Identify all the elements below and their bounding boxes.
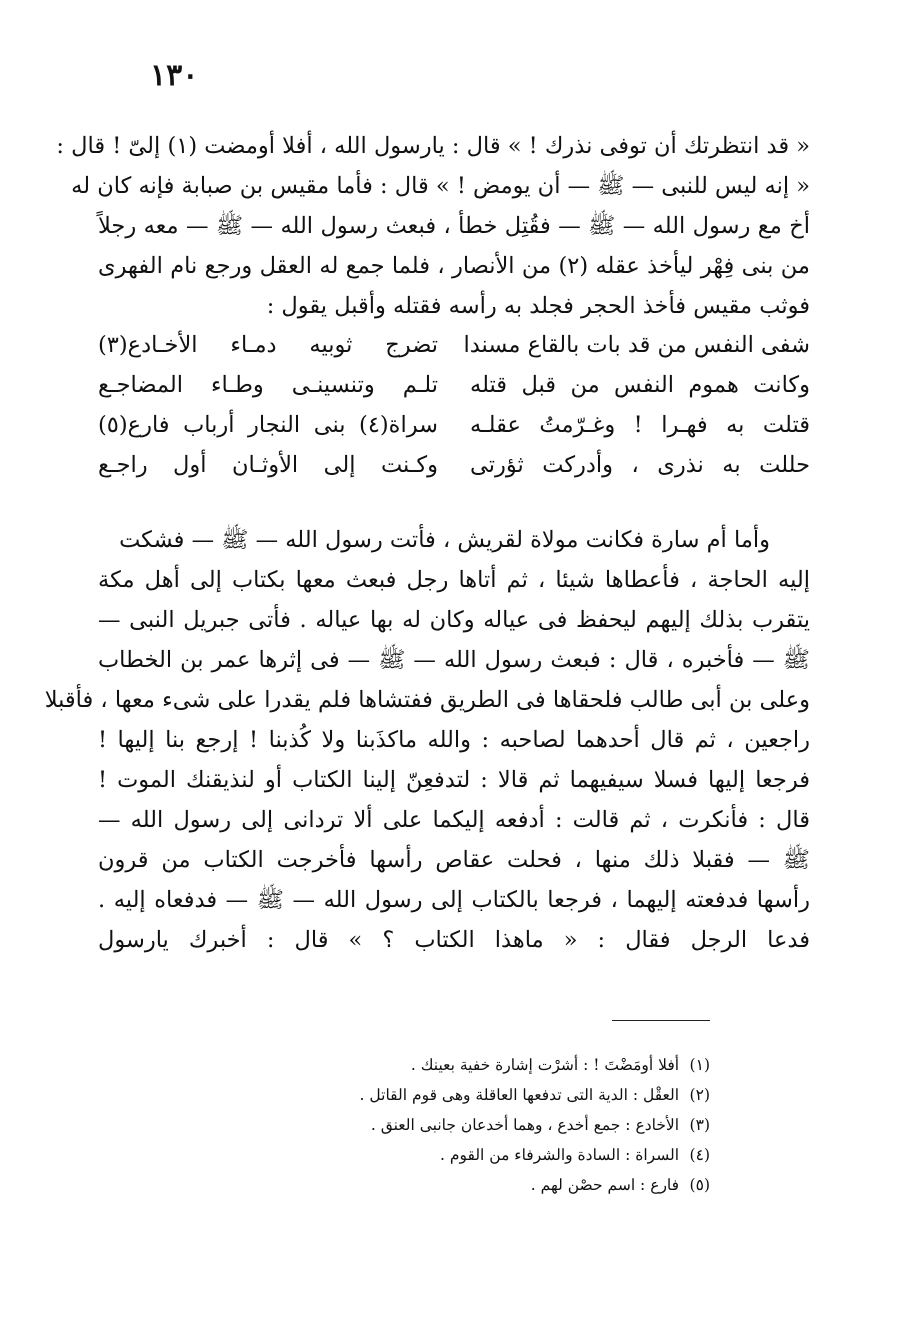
footnote-text: الأخادع : جمع أخدع ، وهما أخدعان جانبى العنق .	[370, 1116, 680, 1134]
footnote-text: السراة : السادة والشرفاء من القوم .	[440, 1146, 680, 1164]
poem-hemistich-left: سراة(٤) بنى النجار أرباب فارع(٥)	[98, 412, 438, 438]
text-line: ﷺ — فقبلا ذلك منها ، فحلت عقاص رأسها فأخرجت الكتاب من قرون	[98, 847, 810, 873]
footnote-number: (٥)	[689, 1176, 710, 1194]
poem-hemistich-right: وكانت هموم النفس من قبل قتله	[470, 372, 810, 398]
text-line: فوثب مقيس فأخذ الحجر فجلد به رأسه فقتله وأقبل يقول :	[266, 293, 810, 319]
footnote-text: أفلا أومَضْتَ ! : أشرْت إشارة خفية بعينك .	[410, 1056, 680, 1074]
text-line: أخ مع رسول الله — ﷺ — فقُتِل خطأ ، فبعث رسول الله — ﷺ — معه رجلاً	[98, 213, 810, 239]
footnotes	[300, 1050, 710, 1200]
text-line: فرجعا إليها فسلا سيفيهما ثم قالا : لتدفعِنّ إلينا الكتاب أو لنذيقنك الموت !	[98, 767, 810, 793]
poem-hemistich-right: قتلت به فهـرا ! وغـرّمتُ عقلـه	[470, 412, 810, 438]
poem-hemistich-right: شفى النفس من قد بات بالقاع مسندا	[463, 332, 810, 358]
footnote	[300, 1170, 710, 1200]
footnote-number: (٤)	[689, 1146, 710, 1164]
text-line: فدعا الرجل فقال : « ماهذا الكتاب ؟ » قال : أخبرك يارسول	[98, 927, 810, 953]
poem-verse	[98, 372, 810, 412]
text-line: رأسها فدفعته إليهما ، فرجعا بالكتاب إلى رسول الله — ﷺ — فدفعاه إليه .	[98, 887, 810, 913]
paragraph-1	[56, 126, 810, 326]
text-line: وأما أم سارة فكانت مولاة لقريش ، فأتت رسول الله — ﷺ — فشكت	[119, 527, 770, 553]
poem-verse	[98, 332, 810, 372]
text-line: ﷺ — فأخبره ، قال : فبعث رسول الله — ﷺ — فى إثرها عمر بن الخطاب	[98, 647, 810, 673]
text-line: وعلى بن أبى طالب فلحقاها فى الطريق ففتشاها فلم يقدرا على شىء معها ، فأقبلا	[44, 687, 810, 713]
footnote	[300, 1110, 710, 1140]
footnote	[300, 1050, 710, 1080]
footnote-number: (٣)	[689, 1116, 710, 1134]
footnote-divider	[612, 1020, 710, 1021]
footnote-number: (٢)	[689, 1086, 710, 1104]
paragraph-2	[44, 520, 810, 960]
footnote-number: (١)	[689, 1056, 710, 1074]
text-line: من بنى فِهْر ليأخذ عقله (٢) من الأنصار ، فلما جمع له العقل ورجع نام الفهرى	[98, 253, 810, 279]
text-line: « قد انتظرتك أن توفى نذرك ! » قال : يارسول الله ، أفلا أومضت (١) إلىّ ! قال :	[56, 133, 810, 159]
text-line: قال : فأنكرت ، ثم قالت : أدفعه إليكما على ألا تردانى إلى رسول الله —	[98, 807, 810, 833]
poem-verse	[98, 412, 810, 452]
poem-verse	[98, 452, 810, 492]
poem	[98, 332, 810, 492]
poem-hemistich-right: حللت به نذرى ، وأدركت ثؤرتى	[470, 452, 810, 478]
poem-hemistich-left: تضرج ثوبيه دمـاء الأخـادع(٣)	[98, 332, 438, 358]
text-line: « إنه ليس للنبى — ﷺ — أن يومض ! » قال : فأما مقيس بن صبابة فإنه كان له	[71, 173, 810, 199]
footnote-text: فارع : اسم حصْن لهم .	[530, 1176, 680, 1194]
text-line: يتقرب بذلك إليهم ليحفظ فى عياله وكان له بها عياله . فأتى جبريل النبى —	[98, 607, 810, 633]
text-line: راجعين ، ثم قال أحدهما لصاحبه : والله ماكذَبنا ولا كُذبنا ! إرجع بنا إليها !	[98, 727, 810, 753]
footnote-text: العقْل : الدية التى تدفعها العاقلة وهى قوم القاتل .	[359, 1086, 680, 1104]
poem-hemistich-left: تلـم وتنسينـى وطـاء المضاجـع	[98, 372, 438, 398]
poem-hemistich-left: وكـنت إلى الأوثـان أول راجـع	[98, 452, 438, 478]
text-line: إليه الحاجة ، فأعطاها شيئا ، ثم أتاها رجل فبعث معها بكتاب إلى أهل مكة	[98, 567, 810, 593]
footnote	[300, 1140, 710, 1170]
page-number: ١٣٠	[150, 58, 199, 93]
footnote	[300, 1080, 710, 1110]
